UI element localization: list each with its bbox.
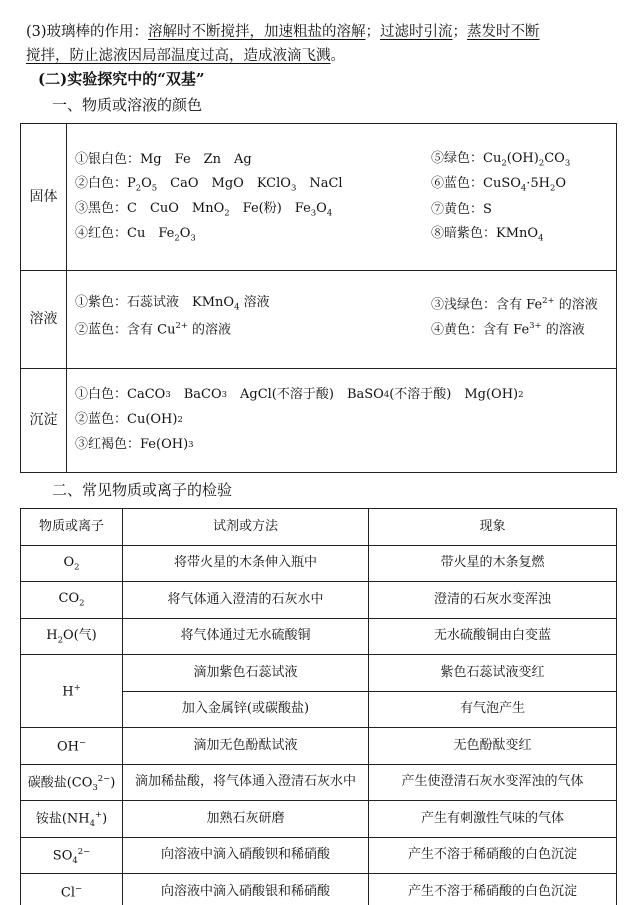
subscript: 2 bbox=[135, 182, 142, 193]
superscript: 2− bbox=[77, 845, 91, 856]
color-item: O bbox=[316, 201, 327, 217]
color-item: ②白色：P bbox=[75, 176, 136, 192]
substance-cell bbox=[21, 582, 123, 619]
method-cell: 滴加无色酚酞试液 bbox=[123, 728, 369, 765]
result-cell: 带火星的木条复燃 bbox=[369, 545, 617, 582]
row-label: 沉淀 bbox=[21, 369, 67, 472]
table-row bbox=[21, 728, 617, 765]
subscript: 2 bbox=[57, 634, 63, 645]
substance: ) bbox=[102, 811, 108, 827]
color-line bbox=[75, 316, 616, 341]
column-header: 试剂或方法 bbox=[123, 509, 369, 546]
intro-punct: 。 bbox=[330, 48, 345, 64]
intro-underlined: 搅拌，防止滤液因局部温度过高，造成液滴飞溅 bbox=[26, 48, 331, 64]
colors-row-precipitate bbox=[21, 369, 616, 472]
color-item: (OH) bbox=[506, 151, 539, 167]
color-item: CaO MgO KClO bbox=[157, 176, 291, 192]
color-item: ④红色：Cu Fe bbox=[75, 226, 175, 242]
method-cell: 向溶液中滴入硝酸钡和稀硝酸 bbox=[123, 837, 369, 874]
subscript: 3 bbox=[165, 389, 171, 400]
result-cell: 紫色石蕊试液变红 bbox=[369, 655, 617, 692]
table-row bbox=[21, 618, 617, 655]
subscript: 3 bbox=[190, 232, 196, 243]
superscript: − bbox=[78, 736, 87, 747]
color-item: ·5H bbox=[526, 176, 551, 192]
substance: ) bbox=[110, 775, 116, 791]
method-cell: 将带火星的木条伸入瓶中 bbox=[123, 545, 369, 582]
color-line bbox=[75, 407, 616, 432]
colors-row-solid bbox=[21, 124, 616, 271]
substance-cell bbox=[21, 874, 123, 905]
subscript: 4 bbox=[72, 854, 78, 865]
substance-cell bbox=[21, 764, 123, 801]
substance: O(气) bbox=[62, 627, 97, 643]
row-content bbox=[67, 124, 616, 270]
substance: SO bbox=[52, 848, 73, 864]
table-row bbox=[21, 655, 617, 692]
color-line bbox=[75, 147, 616, 172]
substance-cell bbox=[21, 837, 123, 874]
substance: 碳酸盐(CO bbox=[27, 775, 93, 791]
color-line bbox=[75, 382, 616, 407]
row-content bbox=[67, 271, 616, 368]
color-item: ⑦黄色：S bbox=[431, 201, 492, 217]
result-cell: 产生不溶于稀硝酸的白色沉淀 bbox=[369, 837, 617, 874]
subscript: 4 bbox=[538, 232, 544, 243]
intro-punct: ； bbox=[452, 24, 468, 40]
color-item: 的溶液 bbox=[554, 296, 598, 312]
color-item: CO bbox=[544, 151, 565, 167]
color-item: ①紫色：石蕊试液 KMnO bbox=[75, 295, 235, 311]
method-cell: 加入金属锌(或碳酸盐) bbox=[123, 691, 369, 728]
method-cell: 将气体通过无水硫酸铜 bbox=[123, 618, 369, 655]
intro-underlined: 蒸发时不断 bbox=[467, 24, 540, 40]
method-cell: 将气体通入澄清的石灰水中 bbox=[123, 582, 369, 619]
result-cell: 无水硫酸铜由白变蓝 bbox=[369, 618, 617, 655]
subscript: 2 bbox=[74, 561, 80, 572]
subscript: 2 bbox=[224, 207, 230, 218]
substance: CO bbox=[58, 591, 80, 607]
superscript: 3+ bbox=[529, 319, 542, 330]
superscript: + bbox=[73, 682, 81, 693]
column-header: 物质或离子 bbox=[21, 509, 123, 546]
table-row bbox=[21, 801, 617, 838]
color-item: 的溶液 bbox=[541, 321, 585, 337]
color-item: ③黑色：C CuO MnO bbox=[75, 201, 225, 217]
color-item: 的溶液 bbox=[187, 321, 232, 337]
subscript: 3 bbox=[92, 781, 98, 792]
color-item: (不溶于酸) Mg(OH) bbox=[389, 386, 519, 402]
method-cell: 向溶液中滴入硝酸银和稀硝酸 bbox=[123, 874, 369, 905]
color-item: Fe(粉) Fe bbox=[229, 201, 311, 217]
section-title: (二)实验探究中的“双基” bbox=[38, 70, 205, 88]
intro-underlined: 溶解时不断搅拌，加速粗盐的溶解 bbox=[148, 24, 366, 40]
substance-cell bbox=[21, 655, 123, 728]
color-line bbox=[75, 222, 616, 247]
subscript: 4 bbox=[326, 207, 333, 218]
result-cell: 有气泡产生 bbox=[369, 691, 617, 728]
color-item: NaCl bbox=[296, 176, 343, 192]
substance-cell bbox=[21, 801, 123, 838]
color-line bbox=[75, 172, 616, 197]
superscript: 2+ bbox=[542, 294, 555, 305]
superscript: − bbox=[75, 882, 83, 893]
intro-text: (3)玻璃棒的作用： bbox=[26, 24, 149, 40]
result-cell: 产生有刺激性气味的气体 bbox=[369, 801, 617, 838]
subscript: 3 bbox=[290, 182, 297, 193]
result-cell: 无色酚酞变红 bbox=[369, 728, 617, 765]
table-row bbox=[21, 837, 617, 874]
substance: Cl bbox=[60, 885, 76, 901]
table-row bbox=[21, 582, 617, 619]
subscript: 2 bbox=[501, 157, 507, 168]
subscript: 4 bbox=[520, 182, 527, 193]
color-item: AgCl(不溶于酸) BaSO bbox=[226, 386, 384, 402]
color-item: ①银白色：Mg Fe Zn Ag bbox=[75, 151, 252, 167]
table-header-row bbox=[21, 509, 617, 546]
color-item: O bbox=[179, 226, 191, 242]
color-item: O bbox=[555, 176, 567, 192]
column-header: 现象 bbox=[369, 509, 617, 546]
color-item: BaCO bbox=[170, 386, 222, 402]
subscript: 2 bbox=[174, 232, 180, 243]
substance-cell bbox=[21, 728, 123, 765]
table-row bbox=[21, 874, 617, 905]
color-item: ③浅绿色：含有 Fe bbox=[431, 296, 543, 312]
method-cell: 滴加稀盐酸，将气体通入澄清石灰水中 bbox=[123, 764, 369, 801]
result-cell: 澄清的石灰水变浑浊 bbox=[369, 582, 617, 619]
color-line bbox=[75, 197, 616, 222]
color-item: ④黄色：含有 Fe bbox=[431, 321, 530, 337]
color-item: ⑤绿色：Cu bbox=[431, 151, 502, 167]
intro-underlined: 过滤时引流 bbox=[380, 24, 453, 40]
subscript: 3 bbox=[310, 207, 317, 218]
method-cell: 加熟石灰研磨 bbox=[123, 801, 369, 838]
detection-table bbox=[20, 508, 617, 905]
row-label: 固体 bbox=[21, 124, 67, 270]
subscript: 3 bbox=[188, 439, 194, 450]
substance: OH bbox=[56, 739, 79, 755]
subscript: 2 bbox=[538, 157, 545, 168]
substance: O bbox=[63, 554, 75, 570]
color-item: ⑧暗紫色：KMnO bbox=[431, 226, 539, 242]
intro-punct: ； bbox=[365, 24, 381, 40]
subscript: 4 bbox=[89, 818, 95, 829]
substance: H bbox=[46, 627, 58, 643]
row-label: 溶液 bbox=[21, 271, 67, 368]
substance-cell bbox=[21, 545, 123, 582]
subscript: 2 bbox=[177, 414, 183, 425]
color-item: ②蓝色：含有 Cu bbox=[75, 321, 176, 337]
subscript: 5 bbox=[151, 182, 158, 193]
subscript: 4 bbox=[383, 389, 390, 400]
substance: H bbox=[62, 684, 74, 700]
color-line bbox=[75, 432, 616, 457]
substance: 铵盐(NH bbox=[35, 811, 90, 827]
color-line bbox=[75, 291, 616, 316]
method-cell: 滴加紫色石蕊试液 bbox=[123, 655, 369, 692]
superscript: 2− bbox=[97, 772, 111, 783]
color-item: ②蓝色：Cu(OH) bbox=[75, 411, 178, 427]
subsection-title-detection: 二、常见物质或离子的检验 bbox=[52, 481, 233, 499]
subscript: 2 bbox=[79, 597, 85, 608]
color-item: ⑥蓝色：CuSO bbox=[431, 176, 521, 192]
result-cell: 产生使澄清石灰水变浑浊的气体 bbox=[369, 764, 617, 801]
subsection-title-colors: 一、物质或溶液的颜色 bbox=[52, 96, 203, 114]
result-cell: 产生不溶于稀硝酸的白色沉淀 bbox=[369, 874, 617, 905]
subscript: 2 bbox=[518, 389, 524, 400]
subscript: 4 bbox=[234, 301, 240, 312]
color-item: 溶液 bbox=[239, 295, 270, 311]
color-item: ③红褐色：Fe(OH) bbox=[75, 436, 189, 452]
intro-paragraph bbox=[26, 20, 618, 68]
color-item: ①白色：CaCO bbox=[75, 386, 166, 402]
row-content bbox=[67, 369, 616, 472]
substance-cell bbox=[21, 618, 123, 655]
colors-table bbox=[20, 123, 617, 473]
colors-row-solution bbox=[21, 271, 616, 369]
superscript: + bbox=[95, 809, 103, 820]
subscript: 2 bbox=[550, 182, 556, 193]
table-row bbox=[21, 764, 617, 801]
subscript: 3 bbox=[221, 389, 227, 400]
superscript: 2+ bbox=[175, 319, 188, 330]
table-row bbox=[21, 545, 617, 582]
color-item: O bbox=[141, 176, 152, 192]
subscript: 3 bbox=[564, 157, 571, 168]
